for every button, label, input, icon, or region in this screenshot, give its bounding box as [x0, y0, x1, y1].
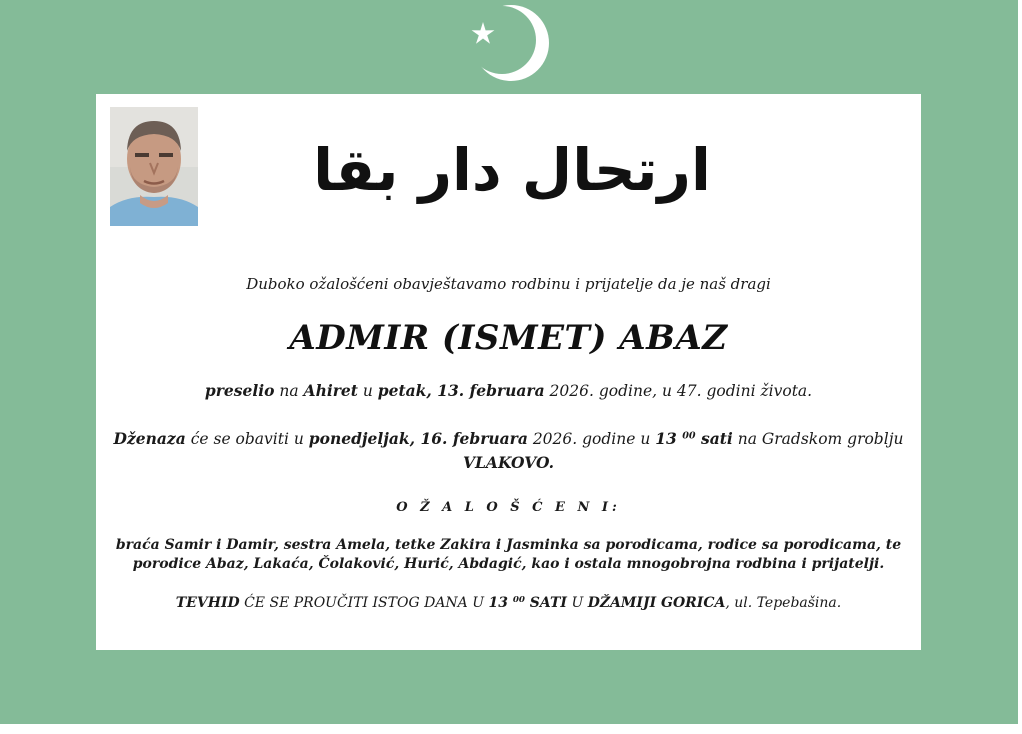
svg-text:ارتحال دار بقا: ارتحال دار بقا	[313, 136, 711, 204]
arabic-calligraphy	[313, 112, 711, 224]
portrait-photo	[110, 107, 198, 226]
intro-text: Duboko ožalošćeni obavještavamo rodbinu i prijatelje da je naš dragi	[246, 275, 771, 293]
mourners-heading: O Ž A L O Š Ć E N I:	[396, 500, 621, 515]
cemetery-name: VLAKOVO.	[463, 453, 554, 472]
death-announcement: preselio na Ahiret u petak, 13. februara 2026. godine, u 47. godini života.	[204, 381, 813, 400]
obituary-card	[96, 94, 921, 650]
tevhid-info: TEVHID ĆE SE PROUČITI ISTOG DANA U 13 $^{00}$ SATI U DŽAMIJI GORICA, ul. Tepebašina.	[175, 595, 842, 611]
mourners-list: braća Samir i Damir, sestra Amela, tetke Zakira i Jasminka sa porodicama, rodice sa porodicama, te porodice Abaz, Lakaća, Čolaković, Hurić, Abdagić, kao i ostala mnogobrojna rodbina i prijatelji.	[115, 537, 902, 572]
crescent-star-icon	[466, 4, 552, 84]
funeral-info: Dženaza će se obaviti u ponedjeljak, 16. februara 2026. godine u 13 $^{00}$ sati na Gradskom groblju VLAKOVO.	[113, 429, 904, 472]
deceased-name: ADMIR (ISMET) ABAZ	[289, 318, 728, 358]
